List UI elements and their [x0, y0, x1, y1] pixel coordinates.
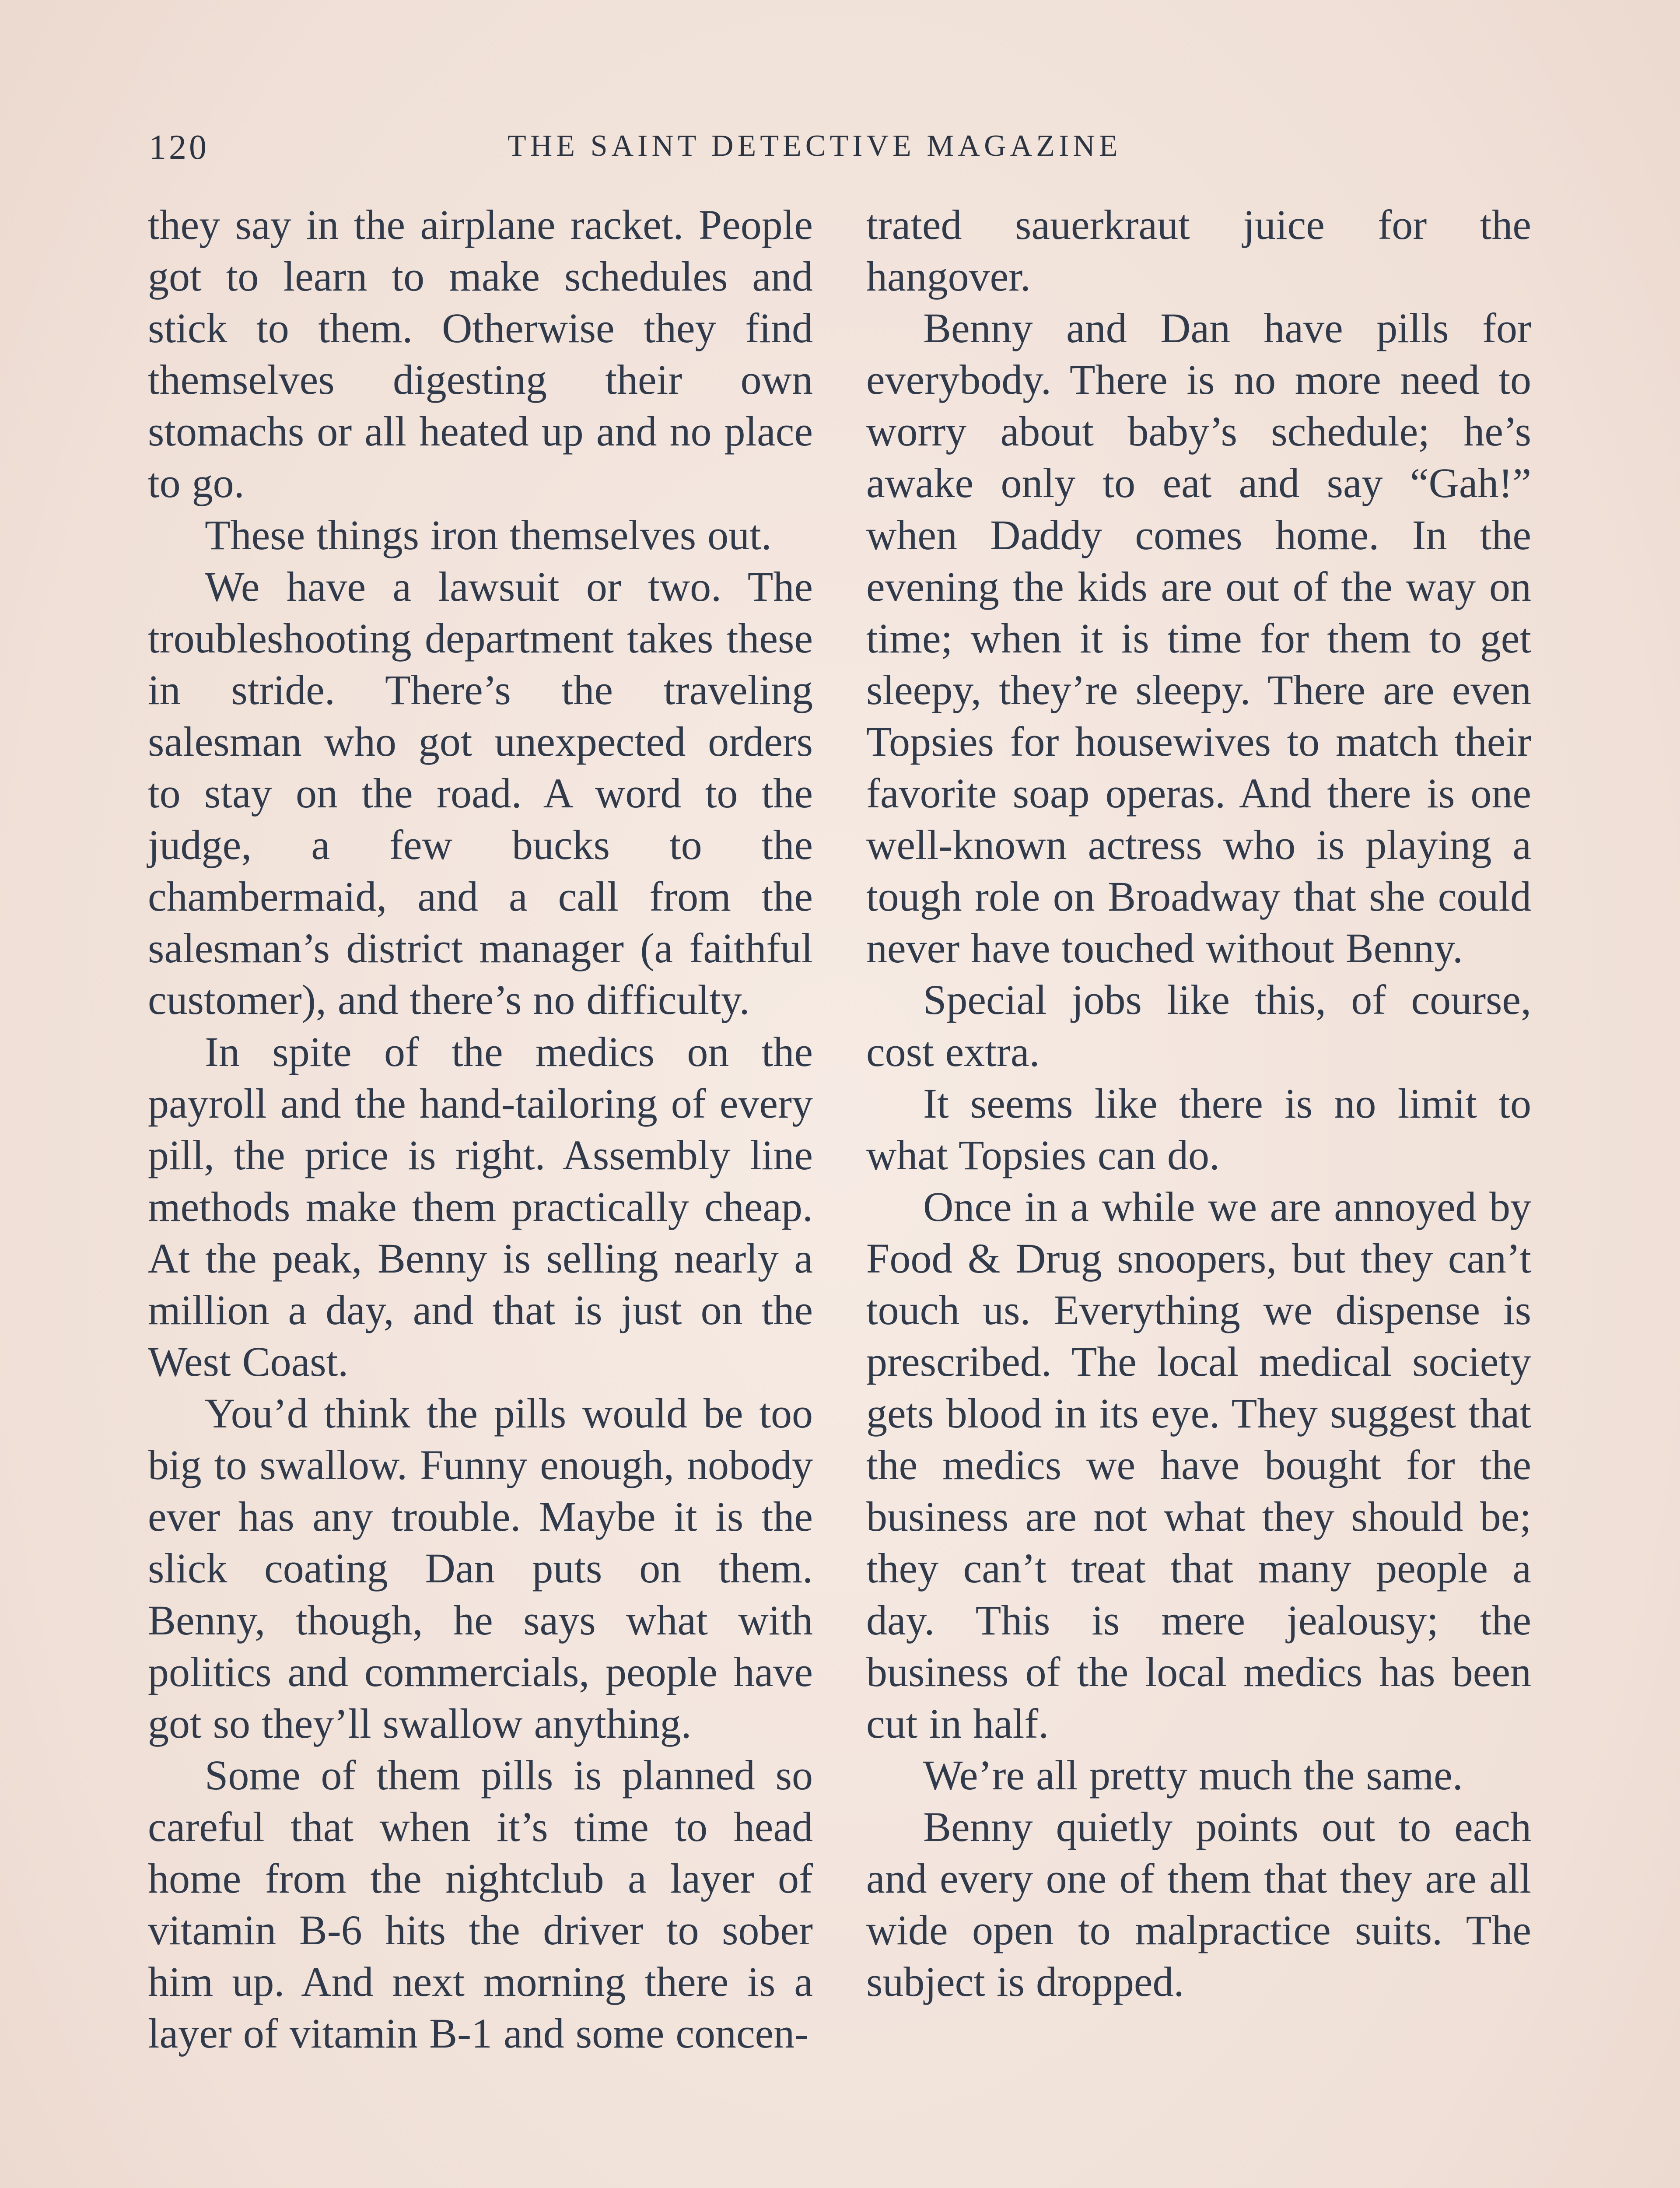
paragraph: Once in a while we are annoyed by Food & Drug snoopers, but they can’t touch us. Everything we dispense is prescribed. The local medical society gets blood in its eye. They suggest that the medics we have bought for the business are not what they should be; they can’t treat that many people a day. This is mere jealousy; the business of the local medics has been cut in half.	[866, 1183, 1531, 1747]
paragraph: Special jobs like this, of course, cost extra.	[866, 976, 1531, 1075]
paragraph: Benny and Dan have pills for everybody. There is no more need to worry about baby’s schedule; he’s awake only to eat and say “Gah!” when Daddy comes home. In the evening the kids are out of the way on time; when it is time for them to get sleepy, they’re sleepy. There are even Topsies for housewives to match their favorite soap operas. And there is one well-known actress who is playing a tough role on Broadway that she could never have touched without Benny.	[866, 305, 1531, 972]
page-number: 120	[149, 128, 209, 167]
paragraph: trated sauerkraut juice for the hangover.	[866, 201, 1531, 300]
paragraph: These things iron themselves out.	[205, 511, 772, 558]
paragraph: It seems like there is no limit to what Topsies can do.	[866, 1080, 1531, 1178]
left-column	[148, 199, 813, 2059]
paragraph: We’re all pretty much the same.	[923, 1751, 1463, 1799]
paragraph: they say in the airplane racket. People got to learn to make schedules and stick to them. Otherwise they find themselves digesting their own stomachs or all heated up and no place to go.	[148, 201, 813, 507]
paragraph: You’d think the pills would be too big to swallow. Funny enough, nobody ever has any trouble. Maybe it is the slick coating Dan puts on them. Benny, though, he says what with politics and commercials, people have got so they’ll swallow anything.	[148, 1390, 813, 1747]
running-head: THE SAINT DETECTIVE MAGAZINE	[508, 129, 1122, 163]
paragraph: Some of them pills is planned so careful that when it’s time to head home from the nightclub a layer of vitamin B-6 hits the driver to sober him up. And next morning there is a layer of vitamin B-1 and some concen-	[148, 1751, 813, 2057]
right-column	[866, 199, 1531, 2008]
paragraph: In spite of the medics on the payroll and the hand-tailoring of every pill, the price is right. Assembly line methods make them practically cheap. At the peak, Benny is selling nearly a million a day, and that is just on the West Coast.	[148, 1028, 813, 1385]
paragraph: Benny quietly points out to each and every one of them that they are all wide open to malpractice suits. The subject is dropped.	[866, 1803, 1531, 2006]
page-header	[149, 128, 1531, 176]
paragraph: We have a lawsuit or two. The troubleshooting department takes these in stride. There’s the traveling salesman who got unexpected orders to stay on the road. A word to the judge, a few bucks to the chambermaid, and a call from the salesman’s district manager (a faithful customer), and there’s no difficulty.	[148, 563, 813, 1024]
